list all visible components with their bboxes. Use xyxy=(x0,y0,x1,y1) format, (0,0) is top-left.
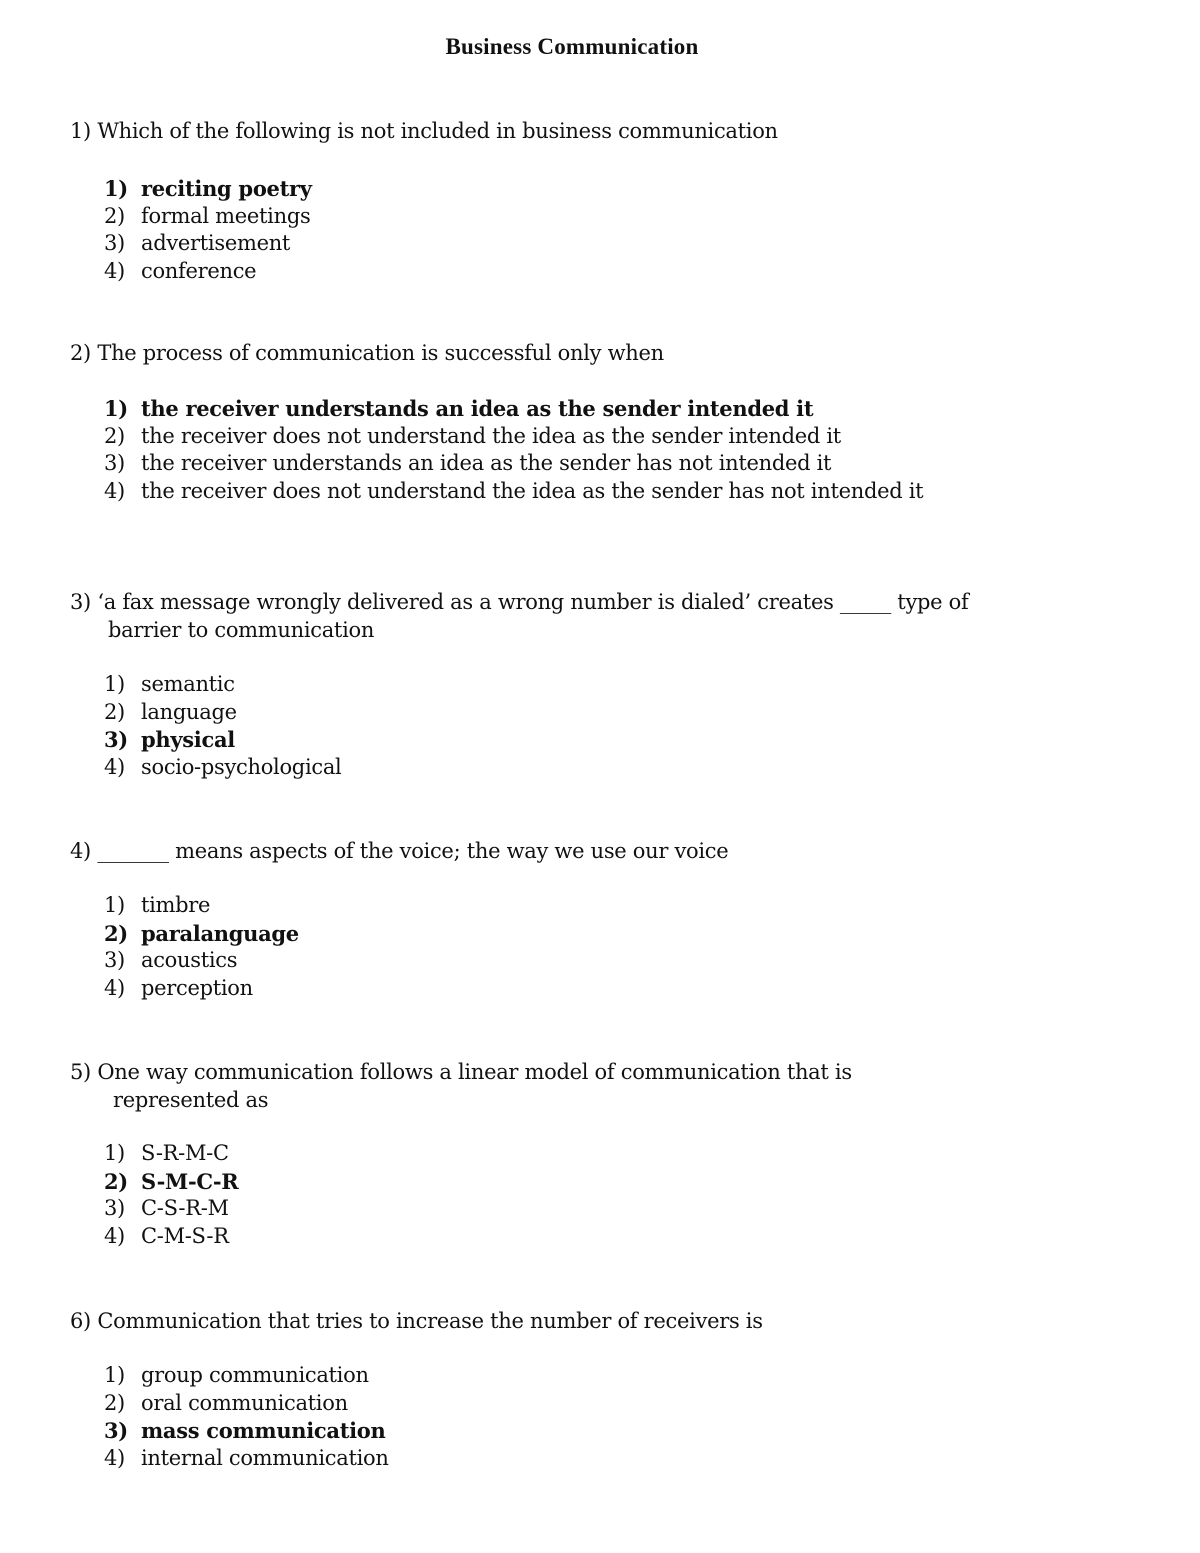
option-text: acoustics xyxy=(141,948,238,973)
option-number: 3) xyxy=(104,1196,125,1221)
option-text: semantic xyxy=(141,672,235,696)
options-list-1 xyxy=(104,175,312,285)
options-list-5 xyxy=(104,1140,238,1250)
question-text: ‘a fax message wrongly delivered as a wrong number is dialed’ creates _____ type of xyxy=(97,590,969,614)
option-text: the receiver understands an idea as the sender intended it xyxy=(141,396,814,421)
question-4 xyxy=(70,837,728,865)
option-number: 1) xyxy=(104,672,125,696)
question-2 xyxy=(70,339,664,367)
option-number: 4) xyxy=(104,258,125,283)
question-text: _______ means aspects of the voice; the way we use our voice xyxy=(97,839,729,863)
question-number: 1) xyxy=(70,119,91,143)
option-number: 1) xyxy=(104,893,125,917)
options-list-6 xyxy=(104,1362,389,1472)
option-item xyxy=(104,1140,238,1168)
option-number: 4) xyxy=(104,975,125,1000)
option-item xyxy=(104,920,299,948)
option-item xyxy=(104,892,299,920)
option-text: S-R-M-C xyxy=(141,1141,229,1165)
option-item xyxy=(104,1223,238,1251)
option-item xyxy=(104,1168,238,1196)
option-text: C-S-R-M xyxy=(141,1196,229,1221)
option-number: 2) xyxy=(104,699,125,724)
option-text: language xyxy=(141,699,237,724)
option-number: 2) xyxy=(104,1168,128,1194)
question-text: Communication that tries to increase the number of receivers is xyxy=(97,1309,763,1333)
option-text: paralanguage xyxy=(141,920,299,946)
option-item xyxy=(104,975,299,1003)
option-number: 3) xyxy=(104,948,125,973)
question-text-continuation: barrier to communication xyxy=(108,618,375,642)
option-item xyxy=(104,203,312,231)
option-item xyxy=(104,947,299,975)
option-item xyxy=(104,423,923,451)
option-text: perception xyxy=(141,975,253,1000)
question-text: The process of communication is successful only when xyxy=(97,341,664,365)
option-text: physical xyxy=(141,727,235,753)
option-item xyxy=(104,1417,389,1445)
option-item xyxy=(104,450,923,478)
option-item xyxy=(104,671,341,699)
question-5 xyxy=(70,1058,852,1114)
option-text: S-M-C-R xyxy=(141,1168,239,1194)
option-number: 3) xyxy=(104,727,128,753)
option-number: 4) xyxy=(104,1445,125,1470)
option-item xyxy=(104,175,312,203)
question-1 xyxy=(70,117,778,145)
options-list-2 xyxy=(104,395,923,505)
question-number: 6) xyxy=(70,1309,91,1333)
option-text: formal meetings xyxy=(141,203,311,228)
option-number: 3) xyxy=(104,1418,128,1444)
option-text: the receiver does not understand the idea as the sender intended it xyxy=(141,423,841,448)
option-text: conference xyxy=(141,258,257,283)
question-6 xyxy=(70,1307,763,1335)
option-text: internal communication xyxy=(141,1445,389,1470)
option-number: 4) xyxy=(104,478,125,503)
question-number: 3) xyxy=(70,590,91,614)
question-text: One way communication follows a linear model of communication that is xyxy=(90,1060,852,1084)
option-item xyxy=(104,478,923,506)
option-item xyxy=(104,258,312,286)
question-3 xyxy=(70,588,968,644)
question-number: 4) xyxy=(70,839,91,863)
option-text: mass communication xyxy=(141,1418,386,1444)
option-number: 3) xyxy=(104,231,125,256)
option-item xyxy=(104,726,341,754)
option-number: 2) xyxy=(104,1390,125,1415)
option-text: socio-psychological xyxy=(141,754,342,779)
option-number: 1) xyxy=(104,396,128,421)
document-title: Business Communication xyxy=(445,34,699,59)
option-item xyxy=(104,1445,389,1473)
option-number: 1) xyxy=(104,1363,125,1387)
option-item xyxy=(104,699,341,727)
option-number: 4) xyxy=(104,754,125,779)
option-text: the receiver understands an idea as the sender has not intended it xyxy=(141,451,832,476)
option-item xyxy=(104,230,312,258)
option-item xyxy=(104,754,341,782)
options-list-4 xyxy=(104,892,299,1002)
option-text: oral communication xyxy=(141,1390,348,1415)
option-text: timbre xyxy=(141,893,211,917)
option-number: 2) xyxy=(104,920,128,946)
option-item xyxy=(104,1390,389,1418)
option-number: 4) xyxy=(104,1223,125,1248)
option-number: 2) xyxy=(104,423,125,448)
question-number: 5) xyxy=(70,1060,91,1084)
option-item xyxy=(104,1362,389,1390)
option-item xyxy=(104,1195,238,1223)
option-number: 2) xyxy=(104,203,125,228)
option-number: 1) xyxy=(104,176,128,201)
option-item xyxy=(104,395,923,423)
option-number: 3) xyxy=(104,451,125,476)
question-number: 2) xyxy=(70,341,91,365)
option-text: reciting poetry xyxy=(141,176,312,201)
options-list-3 xyxy=(104,671,341,781)
option-text: the receiver does not understand the idea as the sender has not intended it xyxy=(141,478,924,503)
option-text: C-M-S-R xyxy=(141,1223,229,1248)
option-text: group communication xyxy=(141,1363,369,1387)
question-text: Which of the following is not included in business communication xyxy=(97,119,778,143)
option-number: 1) xyxy=(104,1141,125,1165)
option-text: advertisement xyxy=(141,231,291,256)
question-text-continuation: represented as xyxy=(113,1088,269,1112)
